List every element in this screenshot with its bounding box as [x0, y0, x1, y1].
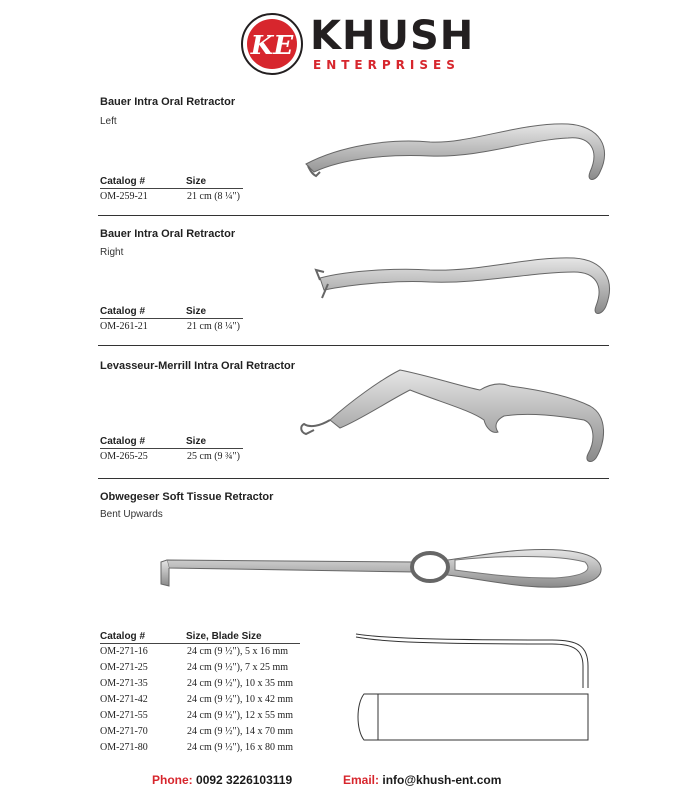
size-header: Size — [186, 306, 207, 317]
size-value: 24 cm (9 ½"), 7 x 25 mm — [187, 662, 289, 673]
footer-email — [343, 773, 501, 787]
blade-top-view-drawing — [352, 692, 602, 744]
catalog-number: OM-271-25 — [100, 662, 148, 673]
size-value: 24 cm (9 ½"), 5 x 16 mm — [187, 646, 289, 657]
product-title: Bauer Intra Oral Retractor — [100, 96, 236, 108]
email-label: Email: — [343, 773, 380, 787]
catalog-number: OM-271-42 — [100, 694, 148, 705]
catalog-number: OM-259-21 — [100, 191, 148, 202]
brand-name: KHUSH — [310, 13, 475, 59]
section-divider — [98, 345, 609, 346]
size-value: 25 cm (9 ¾") — [187, 451, 240, 462]
header-rule — [100, 448, 243, 449]
catalog-header: Catalog # — [100, 176, 146, 187]
badge-text: KE — [250, 31, 294, 61]
phone-label: Phone: — [152, 773, 193, 787]
catalog-number: OM-261-21 — [100, 321, 148, 332]
catalog-number: OM-271-70 — [100, 726, 148, 737]
bauer-right-retractor-image — [310, 250, 620, 330]
size-value: 21 cm (8 ¼") — [187, 321, 240, 332]
bauer-left-retractor-image — [300, 108, 618, 188]
section-divider — [98, 478, 609, 479]
catalog-number: OM-271-16 — [100, 646, 148, 657]
brand-subtitle: ENTERPRISES — [313, 58, 460, 72]
product-subtitle: Left — [100, 116, 117, 127]
blade-side-view-drawing — [352, 626, 602, 690]
obwegeser-retractor-image — [155, 540, 610, 610]
catalog-number: OM-271-55 — [100, 710, 148, 721]
header-rule — [100, 318, 243, 319]
email-link[interactable]: info@khush-ent.com — [382, 773, 502, 787]
catalog-number: OM-271-35 — [100, 678, 148, 689]
product-subtitle: Right — [100, 247, 124, 258]
section-divider — [98, 215, 609, 216]
catalog-header: Catalog # — [100, 306, 146, 317]
catalog-header: Catalog # — [100, 631, 146, 642]
size-value: 21 cm (8 ¼") — [187, 191, 240, 202]
size-value: 24 cm (9 ½"), 10 x 35 mm — [187, 678, 294, 689]
size-blade-header: Size, Blade Size — [186, 631, 262, 642]
levasseur-merrill-retractor-image — [290, 362, 616, 468]
ke-badge-icon — [240, 12, 304, 76]
phone-number[interactable]: 0092 3226103119 — [196, 773, 293, 787]
size-header: Size — [186, 436, 207, 447]
catalog-number: OM-271-80 — [100, 742, 148, 753]
product-title: Levasseur-Merrill Intra Oral Retractor — [100, 360, 296, 372]
size-value: 24 cm (9 ½"), 10 x 42 mm — [187, 694, 294, 705]
catalog-header: Catalog # — [100, 436, 146, 447]
brand-logo — [240, 8, 475, 76]
header-rule — [100, 188, 243, 189]
size-value: 24 cm (9 ½"), 16 x 80 mm — [187, 742, 294, 753]
product-subtitle: Bent Upwards — [100, 509, 163, 520]
catalog-number: OM-265-25 — [100, 451, 148, 462]
size-value: 24 cm (9 ½"), 12 x 55 mm — [187, 710, 294, 721]
footer-phone — [152, 773, 292, 787]
product-title: Obwegeser Soft Tissue Retractor — [100, 491, 274, 503]
header-rule — [100, 643, 300, 644]
product-title: Bauer Intra Oral Retractor — [100, 228, 236, 240]
size-header: Size — [186, 176, 207, 187]
size-value: 24 cm (9 ½"), 14 x 70 mm — [187, 726, 294, 737]
